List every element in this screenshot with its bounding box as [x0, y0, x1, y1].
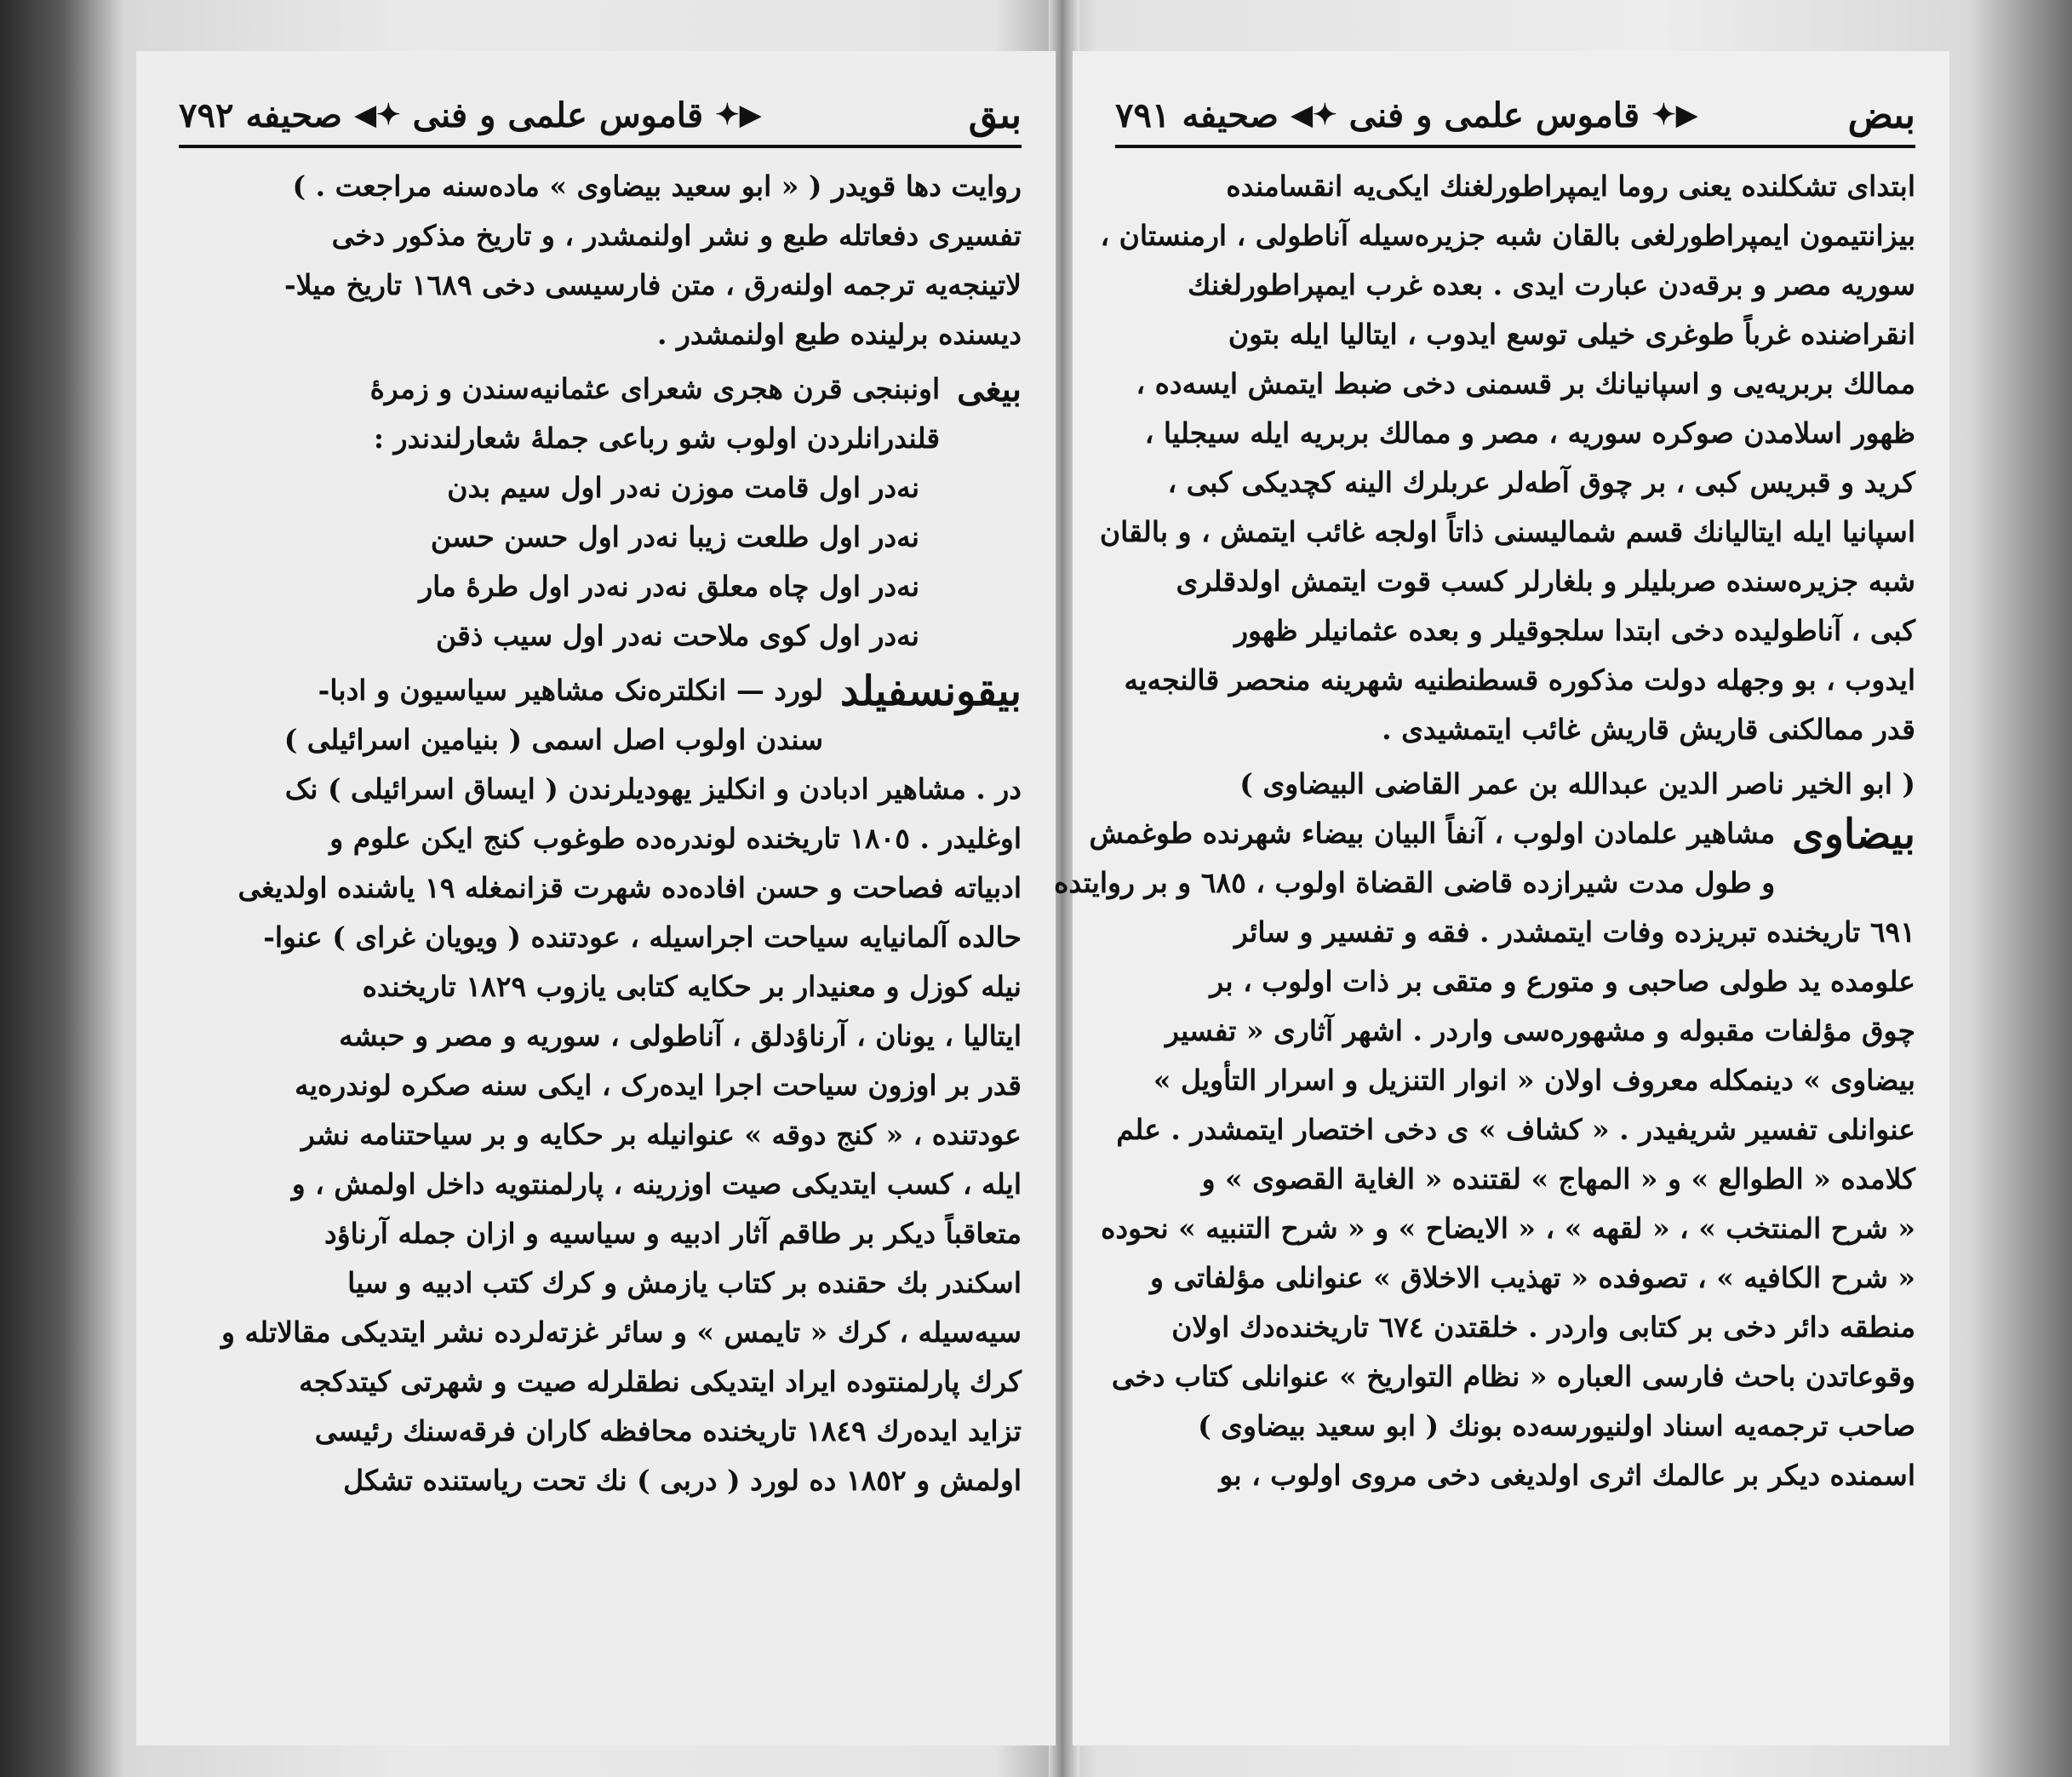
verse-line: نه‌در اول کوی ملاحت نه‌در اول سیب ذقن	[436, 619, 919, 652]
right-header-title-group	[1115, 95, 1698, 135]
text-line: ممالك بربریه‌یی و اسپانیانك بر قسمنی دخی ضبط ایتمش ایسه‌ده ،	[1136, 367, 1915, 400]
text-line: ٦٩١ تاریخنده تبریزده وفات ایتمشدر . فقه و تفسیر و سائر	[1233, 915, 1915, 949]
text-line: « شرح المنتخب » ، « لقهه » ، « الایضاح » و « شرح التنبیه » نحوده	[1101, 1212, 1915, 1245]
text-line: لاتینجه‌یه ترجمه اولنه‌رق ، متن فارسیسی دخی ١٦٨٩ تاریخ میلا-	[283, 268, 1022, 301]
left-header-letters: بىق	[968, 93, 1022, 137]
entry-headword: بیقونسفیلد	[840, 668, 1022, 715]
text-line: بیضاوی » دینمکله معروف اولان « انوار التنزیل و اسرار التأویل »	[1153, 1063, 1915, 1097]
right-page-label: صحیفه	[1182, 95, 1279, 135]
text-line: سوریه مصر و برقه‌دن عبارت ایدی . بعده غرب ایمپراطورلغنك	[1188, 268, 1915, 301]
text-line: ایله ، کسب ایتدیکی صیت اوزرینه ، پارلمنتویه داخل اولمش ، و	[291, 1167, 1022, 1201]
verse-line: نه‌در اول چاه معلق نه‌در نه‌در اول طرهٔ مار	[419, 570, 919, 603]
left-intro-text	[179, 162, 1022, 359]
ornament-icon: ◀✦	[354, 98, 401, 132]
text-line: روایت دها قویدر ( « ابو سعید بیضاوی » ماده‌سنه مراجعت . )	[292, 169, 1022, 203]
entry-beaconsfield	[179, 666, 1022, 1505]
text-line: اسپانیا ایله ایتالیانك قسم شمالیسنی ذاتاً اولجه غائب ایتمش ، و بالقان	[1099, 515, 1915, 548]
left-page-label: صحیفه	[245, 95, 342, 135]
text-line: « شرح الکافیه » ، تصوفده « تهذیب الاخلاق » عنوانلی مؤلفاتی و	[1150, 1261, 1915, 1294]
text-line: قلندرانلردن اولوب شو رباعی جملهٔ شعارلندندر :	[373, 421, 941, 455]
text-line: دیسنده برلینده طبع اولنمشدر .	[657, 318, 1022, 351]
ornament-icon: ✦▶	[715, 98, 762, 132]
text-line: علومده ید طولی صاحبی و متورع و متقی بر ذات اولوب ، بر	[1210, 965, 1915, 998]
left-page	[136, 51, 1056, 1745]
text-line: ایدوب ، بو وجهله دولت مذکوره قسطنطنیه شهرینه منحصر قالنجه‌یه	[1124, 663, 1915, 696]
text-line: حالده آلمانیایه سیاحت اجراسیله ، عودتنده ( ویویان غرای ) عنوا-	[263, 920, 1022, 954]
text-line: تفسیری دفعاتله طبع و نشر اولنمشدر ، و تاریخ مذکور دخی	[331, 219, 1022, 252]
left-page-number: ٧٩٢	[179, 95, 234, 135]
text-line: منطقه دائر دخی بر کتابی واردر . خلقتدن ٦٧٤ تاریخنده‌دك اولان	[1171, 1310, 1915, 1344]
text-line: ( ابو الخیر ناصر الدین عبدالله بن عمر القاضی البیضاوی )	[1239, 767, 1915, 800]
text-line: اسمنده دیکر بر عالمك اثری اولدیغی دخی مروی اولوب ، بو	[1219, 1459, 1915, 1492]
text-line: سیه‌سیله ، کرك « تایمس » و سائر غزته‌لرده نشر ایتدیکی مقالاتله و	[221, 1316, 1022, 1349]
text-line: عنوانلی تفسیر شریفیدر . « کشاف » ی دخی اختصار ایتمشدر . علم	[1116, 1113, 1915, 1146]
left-dictionary-title: قاموس علمی و فنی	[412, 95, 704, 135]
text-line: ایتالیا ، یونان ، آرناؤدلق ، آناطولی ، سوریه و مصر و حبشه	[339, 1019, 1022, 1052]
text-line: اونبنجی قرن هجری شعرای عثمانیه‌سندن و زمرهٔ	[369, 372, 941, 405]
text-line: مشاهیر علمادن اولوب ، آنفاً البیان بیضاء شهرنده طوغمش	[1089, 817, 1776, 850]
text-line: کلامده « الطوالع » و « المهاج » لقتنده « الغایة القصوی » و	[1201, 1162, 1915, 1195]
right-page-body	[1054, 162, 1915, 1505]
text-line: وقوعاتدن باحث فارسی العباره « نظام التواریخ » عنوانلی کتاب دخی	[1111, 1360, 1915, 1393]
left-page-body	[179, 162, 1022, 1510]
text-line: چوق مؤلفات مقبوله و مشهوره‌سی واردر . اشهر آثاری « تفسیر	[1165, 1014, 1915, 1047]
right-page-header	[1115, 85, 1915, 148]
text-line: سندن اولوب اصل اسمی ( بنیامین اسرائیلی )	[283, 723, 824, 756]
text-line: تزاید ایده‌رك ١٨٤٩ تاریخنده محافظه کاران فرقه‌سنك رئیسی	[314, 1414, 1022, 1447]
right-page	[1054, 51, 1949, 1745]
right-dictionary-title: قاموس علمی و فنی	[1348, 95, 1640, 135]
text-line: ظهور اسلامدن صوکره سوریه ، مصر و ممالك بربریه ایله سیجلیا ،	[1144, 416, 1915, 450]
text-line: لورد — انکلتره‌نک مشاهیر سیاسیون و ادبا-	[318, 674, 824, 707]
right-header-letters: بىض	[1847, 93, 1915, 137]
text-line: صاحب ترجمه‌یه اسناد اولنیورسه‌ده بونك ( ابو سعید بیضاوی )	[1198, 1409, 1915, 1442]
entry-baydawi	[1054, 760, 1915, 1500]
right-page-number: ٧٩١	[1115, 95, 1171, 135]
text-line: بیزانتیمون ایمپراطورلغی بالقان شبه جزیره‌سیله آناطولی ، ارمنستان ،	[1100, 219, 1915, 252]
text-line: ابتدای تشکلنده یعنی روما ایمپراطورلغنك ایکی‌یه انقسامنده	[1226, 169, 1915, 203]
text-line: کبی ، آناطولیده دخی ابتدا سلجوقیلر و بعده عثمانیلر ظهور	[1234, 614, 1915, 647]
verse-block	[179, 463, 1022, 661]
text-line: نیله کوزل و معنیدار بر حکایه کتابی یازوب ١٨٢٩ تاریخنده	[362, 970, 1022, 1003]
text-line: در . مشاهیر ادبادن و انکلیز یهودیلرندن ( ایساق اسرائیلی ) نک	[284, 772, 1022, 805]
entry-headword: بیضاوی	[1792, 811, 1915, 858]
text-line: متعاقباً دیکر بر طاقم آثار ادبیه و سیاسیه و ازان جمله آرناؤد	[324, 1217, 1022, 1250]
text-line: اوغلیدر . ١٨٠٥ تاریخنده لوندره‌ده طوغوب کنج ایکن علوم و	[329, 822, 1022, 855]
text-line: کرید و قبریس کبی ، بر چوق آطه‌لر عربلرك الینه کچدیکی کبی ،	[1167, 466, 1915, 499]
text-line: ادبیاته فصاحت و حسن افاده‌ده شهرت قزانمغله ١٩ یاشنده اولدیغی	[238, 871, 1022, 904]
text-line: عودتنده ، « کنج دوقه » عنوانیله بر حکایه و بر سیاحتنامه نشر	[300, 1118, 1022, 1151]
text-line: اولمش و ١٨٥٢ ده لورد ( دربی ) نك تحت ریاستنده تشکل	[343, 1464, 1022, 1497]
left-page-header	[179, 85, 1022, 148]
ornament-icon: ✦▶	[1651, 98, 1698, 132]
text-line: اسکندر بك حقنده بر کتاب یازمش و کرك کتب ادبیه و سیا	[347, 1266, 1022, 1299]
right-intro-text	[1099, 162, 1915, 754]
text-line: کرك پارلمنتوده ایراد ایتدیکی نطقلرله صیت و شهرتی کیتدکجه	[299, 1365, 1022, 1398]
verse-line: نه‌در اول طلعت زیبا نه‌در اول حسن حسن	[430, 520, 919, 553]
left-header-title-group	[179, 95, 762, 135]
text-line: و طول مدت شیرازده قاضی القضاة اولوب ، ٦٨٥ و بر روایتده	[1054, 866, 1776, 899]
text-line: قدر بر اوزون سیاحت اجرا ایده‌رک ، ایکی سنه صکره لوندره‌یه	[295, 1069, 1022, 1102]
text-line: قدر ممالکنی قاریش قاریش غائب ایتمشیدی .	[1382, 713, 1915, 746]
text-line: شبه جزیره‌سنده صربلیلر و بلغارلر کسب قوت ایتمش اولدقلری	[1176, 565, 1915, 598]
ornament-icon: ◀✦	[1291, 98, 1337, 132]
verse-line: نه‌در اول قامت موزن نه‌در اول سیم بدن	[447, 471, 919, 504]
entry-beygi	[179, 364, 1022, 661]
entry-headword: بیغی	[957, 370, 1022, 410]
text-line: انقراضنده غرباً طوغری خیلی توسع ایدوب ، ایتالیا ایله بتون	[1228, 318, 1915, 351]
